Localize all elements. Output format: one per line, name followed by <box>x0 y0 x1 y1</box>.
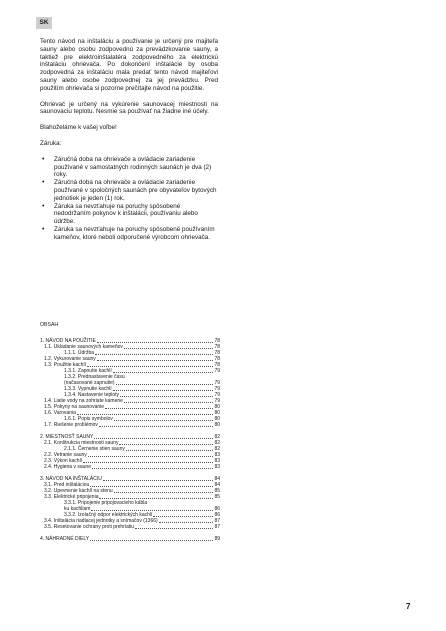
toc-entry-page: 79 <box>214 368 220 374</box>
toc-entry-label: 3.3. Elektrické pripojenia <box>44 494 99 500</box>
toc-entry-page: 86 <box>214 506 220 512</box>
toc-entry-page: 79 <box>214 386 220 392</box>
toc-leader-dots <box>119 444 213 445</box>
toc-entry-page: 87 <box>214 518 220 524</box>
toc-entry-label: 4. NÁHRADNÉ DIELY <box>40 536 90 542</box>
toc-leader-dots <box>90 540 213 541</box>
toc-leader-dots <box>113 372 214 373</box>
toc-entry-page: 78 <box>214 338 220 344</box>
warranty-item: • Záruka sa nevzťahuje na poruchy spôsobené používaním kameňov, ktoré neboli odporučené výrobcom ohrievača. <box>54 226 218 242</box>
toc-leader-dots <box>97 360 214 361</box>
toc-entry[interactable] <box>40 524 220 530</box>
toc-entry-page: 79 <box>214 398 220 404</box>
toc-entry-page: 85 <box>214 494 220 500</box>
toc-entry-label: 1.1.1. Údržba <box>64 350 95 356</box>
congratulations-text: Blahoželáme k vašej voľbe! <box>40 124 117 132</box>
toc-entry[interactable] <box>40 536 220 542</box>
toc-entry-page: 84 <box>214 482 220 488</box>
toc-leader-dots <box>114 492 214 493</box>
toc-leader-dots <box>103 480 214 481</box>
language-tab: SK <box>36 17 52 29</box>
toc-leader-dots <box>99 426 214 427</box>
toc-entry-page: 80 <box>214 416 220 422</box>
toc-entry-label: ku kachliam <box>64 506 91 512</box>
toc-entry-page: 83 <box>214 452 220 458</box>
toc-leader-dots <box>113 390 214 391</box>
toc-entry-page: 83 <box>214 464 220 470</box>
toc-entry[interactable] <box>40 464 220 470</box>
toc-entry-label: 2.2. Vetranie sauny <box>44 452 87 458</box>
warranty-item: • Záručná doba na ohrievače a ovládacie zariadenie používané v spoločných saunách pre obyvateľov bytových jednotiek je jeden (1) rok. <box>54 179 218 202</box>
toc-entry-label: 1.3. Použitie kachlí <box>44 362 86 368</box>
toc-entry-label: 3.5. Resetovanie ochrany proti prehriatiu <box>44 524 135 530</box>
toc-leader-dots <box>90 486 213 487</box>
toc-entry-label: (načasované zapnutie) <box>64 380 115 386</box>
toc-entry-page: 82 <box>214 434 220 440</box>
toc-entry-page: 87 <box>214 524 220 530</box>
toc-entry-page: 78 <box>214 350 220 356</box>
toc-entry-page: 86 <box>214 512 220 518</box>
toc-leader-dots <box>159 522 214 523</box>
table-of-contents <box>40 322 220 542</box>
toc-leader-dots <box>116 384 214 385</box>
toc-entry-page: 79 <box>214 392 220 398</box>
toc-entry-page: 80 <box>214 410 220 416</box>
warranty-title: Záruka: <box>40 139 62 147</box>
toc-leader-dots <box>77 414 214 415</box>
toc-entry-label: 1.7. Riešenie problémov <box>44 422 98 428</box>
toc-entry-page: 80 <box>214 422 220 428</box>
toc-leader-dots <box>87 366 213 367</box>
toc-entry-label: 3.3.1. Pripojenie pripojovacieho kábla <box>64 500 148 506</box>
warranty-item: • Záruka sa nevzťahuje na poruchy spôsobené nedodržaním pokynov k inštalácii, používaniu alebo údržbe. <box>54 203 218 226</box>
toc-leader-dots <box>95 354 213 355</box>
toc-entry-label: 1.6.1. Popis symbolov <box>64 416 113 422</box>
toc-leader-dots <box>97 342 214 343</box>
toc-entry-label: 3.3.2. Izolačný odpor elektrických kachlí <box>64 512 153 518</box>
toc-leader-dots <box>94 438 213 439</box>
toc-entry-label: 2.1. Konštrukcia miestnosti sauny <box>44 440 119 446</box>
toc-entry-page: 78 <box>214 344 220 350</box>
toc-leader-dots <box>124 348 214 349</box>
toc-entry-label: 2.1.1. Černenie stien sauny <box>64 446 125 452</box>
toc-entry-page: 80 <box>214 404 220 410</box>
toc-entry-label: 3. NÁVOD NA INŠTALÁCIU <box>40 476 102 482</box>
toc-leader-dots <box>99 498 213 499</box>
toc-entry[interactable] <box>40 422 220 428</box>
toc-leader-dots <box>92 468 213 469</box>
toc-entry-page: 85 <box>214 488 220 494</box>
toc-leader-dots <box>135 528 213 529</box>
toc-entry-label: 1.6. Varovania <box>44 410 76 416</box>
toc-leader-dots <box>124 402 213 403</box>
toc-heading: OBSAH <box>40 322 59 328</box>
purpose-paragraph: Ohrievač je určený na vykúrenie saunovacej miestnosti na saunovaciu teplotu. Nesmie sa používať na žiadne iné účely. <box>40 100 218 116</box>
toc-entry-page: 84 <box>214 476 220 482</box>
intro-paragraph: Tento návod na inštaláciu a používanie je určený pre majiteľa sauny alebo osobu zodpovednú za prevádzkovanie sauny, a taktiež pre elektroinštalatéra zodpovedného za elektrickú inštaláciu ohrievača. Po dokončení inštalácie by osoba zodpovedná za inštaláciu mala predať tento návod majiteľovi sauny alebo osobe zodpovednej za jej prevádzku. Pred použitím ohrievača si pozorne prečítajte návod na použitie. <box>40 38 218 92</box>
toc-entry-label: 3.4. Inštalácia riadiacej jednotky a snímačov (1366) <box>44 518 158 524</box>
toc-entry-page: 78 <box>214 356 220 362</box>
toc-entries <box>40 338 220 542</box>
toc-entry-label: 1.3.1. Zapnutie kachlí <box>64 368 112 374</box>
toc-entry-label: 1.1. Ukladanie saunových kameňov <box>44 344 123 350</box>
toc-leader-dots <box>153 516 213 517</box>
toc-entry-label: 2. MIESTNOSŤ SAUNY <box>40 434 94 440</box>
toc-entry-page: 89 <box>214 536 220 542</box>
toc-entry-label: 1.4. Liatie vody na zohriate kamene <box>44 398 123 404</box>
toc-leader-dots <box>88 456 214 457</box>
toc-leader-dots <box>126 450 214 451</box>
toc-entry-page: 83 <box>214 458 220 464</box>
toc-entry-label: 2.3. Výkon kachlí <box>44 458 83 464</box>
toc-leader-dots <box>120 396 213 397</box>
toc-entry-label: 1.2. Vykurovanie sauny <box>44 356 96 362</box>
toc-entry-page: 78 <box>214 362 220 368</box>
toc-entry-label: 1.3.3. Vypnutie kachlí <box>64 386 112 392</box>
toc-entry-label: 1.3.2. Prednastavenie času <box>64 374 125 380</box>
intro-text <box>40 38 218 242</box>
toc-entry-label: 3.1. Pred inštaláciou <box>44 482 90 488</box>
toc-entry-page: 79 <box>214 380 220 386</box>
toc-entry-label: 3.2. Upevnenie kachlí na stenu <box>44 488 113 494</box>
toc-leader-dots <box>91 510 213 511</box>
warranty-item: • Záručná doba na ohrievače a ovládacie zariadenie používané v samostatných rodinných saunách je dva (2) roky. <box>54 156 218 179</box>
toc-entry-label: 1. NÁVOD NA POUŽITIE <box>40 338 96 344</box>
toc-entry-label: 1.3.4. Nastavenie teploty <box>64 392 120 398</box>
toc-entry-page: 82 <box>214 440 220 446</box>
page-number: 7 <box>406 602 411 611</box>
toc-entry-page: 82 <box>214 446 220 452</box>
toc-leader-dots <box>105 408 213 409</box>
toc-entry-label: 2.4. Hygiena v saune <box>44 464 91 470</box>
warranty-list <box>40 156 218 242</box>
toc-entry-label: 1.5. Pokyny na saunovanie <box>44 404 105 410</box>
toc-leader-dots <box>83 462 213 463</box>
toc-leader-dots <box>114 420 214 421</box>
